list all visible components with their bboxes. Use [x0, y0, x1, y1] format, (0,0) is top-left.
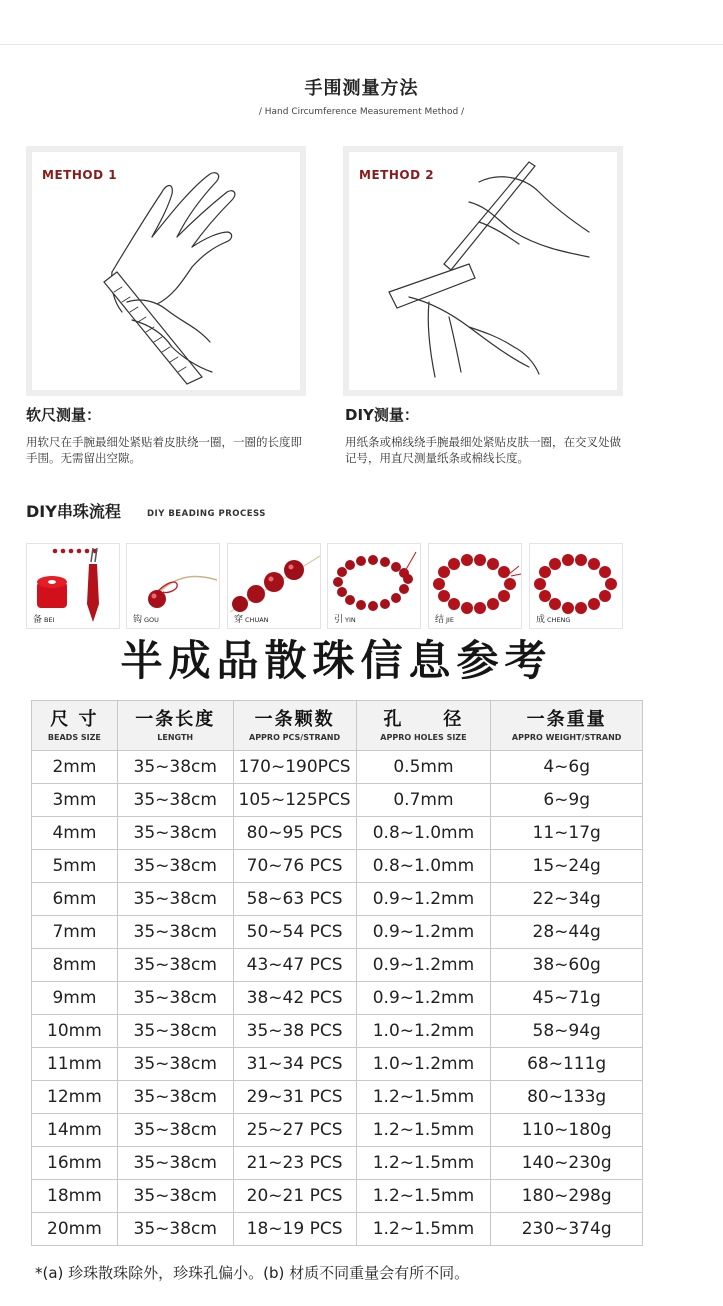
step-label-zh: 钩 [133, 615, 143, 625]
table-cell: 110~180g [491, 1114, 643, 1147]
table-cell: 7mm [32, 916, 118, 949]
step-label-zh: 备 [33, 615, 43, 625]
table-cell: 0.8~1.0mm [356, 850, 491, 883]
table-cell: 230~374g [491, 1213, 643, 1246]
method-2-label: METHOD 2 [359, 168, 435, 182]
table-cell: 0.9~1.2mm [356, 916, 491, 949]
footnote: *(a) 珍珠散珠除外，珍珠孔偏小。(b) 材质不同重量会有所不同。 [35, 1264, 470, 1282]
method-1-panel [26, 146, 306, 396]
table-cell: 18~19 PCS [233, 1213, 356, 1246]
step-label-en: GOU [144, 616, 159, 624]
table-cell: 80~95 PCS [233, 817, 356, 850]
table-cell: 1.2~1.5mm [356, 1213, 491, 1246]
table-cell: 1.2~1.5mm [356, 1180, 491, 1213]
step-label-zh: 结 [435, 615, 445, 625]
header-size: 尺 寸 BEADS SIZE [32, 701, 118, 751]
table-row [32, 1015, 643, 1048]
table-cell: 0.8~1.0mm [356, 817, 491, 850]
table-title: 半成品散珠信息参考 [120, 636, 553, 685]
table-cell: 0.7mm [356, 784, 491, 817]
table-cell: 5mm [32, 850, 118, 883]
table-cell: 35~38cm [117, 751, 233, 784]
table-cell: 35~38cm [117, 1213, 233, 1246]
table-cell: 25~27 PCS [233, 1114, 356, 1147]
table-cell: 18mm [32, 1180, 118, 1213]
table-cell: 43~47 PCS [233, 949, 356, 982]
table-cell: 1.2~1.5mm [356, 1147, 491, 1180]
step-label-en: JIE [446, 616, 454, 624]
method-2-heading: DIY测量： [345, 406, 419, 424]
table-cell: 38~60g [491, 949, 643, 982]
table-cell: 35~38cm [117, 1015, 233, 1048]
table-cell: 1.2~1.5mm [356, 1114, 491, 1147]
step-label-en: CHENG [547, 616, 571, 624]
hand-tape-measure-illustration [32, 152, 300, 390]
step-knot [428, 543, 522, 629]
table-cell: 45~71g [491, 982, 643, 1015]
table-cell: 140~230g [491, 1147, 643, 1180]
table-cell: 22~34g [491, 883, 643, 916]
table-cell: 1.0~1.2mm [356, 1048, 491, 1081]
table-cell: 80~133g [491, 1081, 643, 1114]
table-header-row [32, 701, 643, 751]
table-cell: 35~38cm [117, 916, 233, 949]
table-cell: 8mm [32, 949, 118, 982]
table-cell: 1.2~1.5mm [356, 1081, 491, 1114]
step-finish [529, 543, 623, 629]
header-length: 一条长度 LENGTH [117, 701, 233, 751]
table-cell: 10mm [32, 1015, 118, 1048]
table-cell: 21~23 PCS [233, 1147, 356, 1180]
table-cell: 15~24g [491, 850, 643, 883]
step-label-zh: 穿 [234, 615, 244, 625]
table-cell: 170~190PCS [233, 751, 356, 784]
table-cell: 58~63 PCS [233, 883, 356, 916]
table-cell: 35~38cm [117, 817, 233, 850]
table-row [32, 982, 643, 1015]
method-1-heading: 软尺测量： [26, 406, 102, 424]
table-cell: 105~125PCS [233, 784, 356, 817]
table-row [32, 949, 643, 982]
table-cell: 50~54 PCS [233, 916, 356, 949]
table-row [32, 1114, 643, 1147]
table-cell: 16mm [32, 1147, 118, 1180]
step-label-zh: 成 [536, 615, 546, 625]
step-thread [227, 543, 321, 629]
table-cell: 70~76 PCS [233, 850, 356, 883]
table-cell: 31~34 PCS [233, 1048, 356, 1081]
table-cell: 38~42 PCS [233, 982, 356, 1015]
table-cell: 180~298g [491, 1180, 643, 1213]
hand-pen-marking-illustration [349, 152, 617, 390]
top-divider [0, 44, 723, 45]
table-row [32, 1213, 643, 1246]
table-row [32, 817, 643, 850]
bead-spec-table [31, 700, 643, 1246]
header-hole-size: 孔 径 APPRO HOLES SIZE [356, 701, 491, 751]
table-cell: 0.9~1.2mm [356, 982, 491, 1015]
page-title: 手围测量方法 [304, 78, 419, 99]
table-cell: 35~38cm [117, 1048, 233, 1081]
method-1-label: METHOD 1 [42, 168, 118, 182]
table-cell: 0.5mm [356, 751, 491, 784]
page-subtitle: / Hand Circumference Measurement Method / [258, 107, 465, 117]
table-cell: 20mm [32, 1213, 118, 1246]
table-cell: 4~6g [491, 751, 643, 784]
step-label-zh: 引 [334, 615, 344, 625]
table-cell: 29~31 PCS [233, 1081, 356, 1114]
table-cell: 11~17g [491, 817, 643, 850]
table-cell: 58~94g [491, 1015, 643, 1048]
table-cell: 11mm [32, 1048, 118, 1081]
table-row [32, 883, 643, 916]
table-row [32, 1048, 643, 1081]
table-row [32, 784, 643, 817]
step-label-en: CHUAN [245, 616, 269, 624]
table-body [32, 751, 643, 1246]
table-row [32, 916, 643, 949]
table-cell: 35~38cm [117, 1180, 233, 1213]
table-cell: 6~9g [491, 784, 643, 817]
table-cell: 12mm [32, 1081, 118, 1114]
table-cell: 68~111g [491, 1048, 643, 1081]
table-row [32, 1081, 643, 1114]
step-label-en: BEI [44, 616, 55, 624]
table-cell: 35~38cm [117, 883, 233, 916]
table-cell: 14mm [32, 1114, 118, 1147]
table-cell: 2mm [32, 751, 118, 784]
method-1-description: 用软尺在手腕最细处紧贴着皮肤绕一圈，一圈的长度即手围。无需留出空隙。 [26, 435, 302, 465]
table-cell: 20~21 PCS [233, 1180, 356, 1213]
table-cell: 1.0~1.2mm [356, 1015, 491, 1048]
header-weight: 一条重量 APPRO WEIGHT/STRAND [491, 701, 643, 751]
table-cell: 28~44g [491, 916, 643, 949]
step-prepare [26, 543, 120, 629]
table-row [32, 1180, 643, 1213]
table-cell: 6mm [32, 883, 118, 916]
step-hook [126, 543, 220, 629]
diy-subtitle: DIY BEADING PROCESS [147, 509, 266, 519]
step-label-en: YIN [345, 616, 356, 624]
table-row [32, 751, 643, 784]
table-cell: 35~38cm [117, 850, 233, 883]
table-cell: 35~38cm [117, 982, 233, 1015]
table-cell: 0.9~1.2mm [356, 949, 491, 982]
table-cell: 4mm [32, 817, 118, 850]
diy-title: DIY串珠流程 [26, 502, 121, 521]
table-cell: 9mm [32, 982, 118, 1015]
method-2-description: 用纸条或棉线绕手腕最细处紧贴皮肤一圈，在交叉处做记号，用直尺测量纸条或棉线长度。 [345, 435, 621, 465]
table-cell: 35~38cm [117, 1147, 233, 1180]
table-cell: 0.9~1.2mm [356, 883, 491, 916]
table-cell: 35~38 PCS [233, 1015, 356, 1048]
table-cell: 35~38cm [117, 1114, 233, 1147]
header-pcs: 一条颗数 APPRO PCS/STRAND [233, 701, 356, 751]
table-cell: 35~38cm [117, 784, 233, 817]
table-row [32, 1147, 643, 1180]
step-draw [327, 543, 421, 629]
table-cell: 35~38cm [117, 949, 233, 982]
method-2-panel [343, 146, 623, 396]
table-row [32, 850, 643, 883]
table-cell: 3mm [32, 784, 118, 817]
table-cell: 35~38cm [117, 1081, 233, 1114]
